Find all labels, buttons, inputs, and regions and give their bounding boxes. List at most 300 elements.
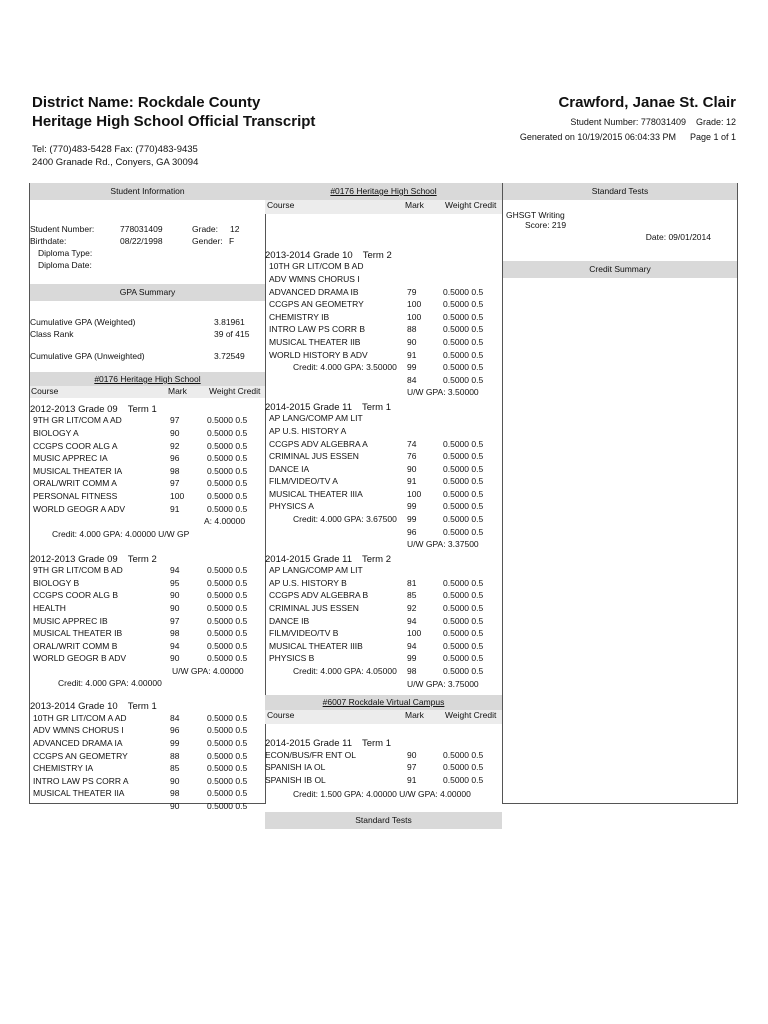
course-row [30, 428, 265, 441]
course-name: AP LANG/COMP AM LIT [269, 565, 363, 576]
course-weight-credit: 0.5000 0.5 [207, 503, 248, 514]
course-row [265, 603, 502, 616]
mid-course-header-row [265, 200, 502, 214]
course-mark: 97 [170, 415, 180, 426]
course-name: PERSONAL FITNESS [33, 490, 118, 501]
class-rank-row [30, 329, 265, 341]
course-name: MUSICAL THEATER IIIB [269, 640, 363, 651]
course-weight-credit: 0.5000 0.5 [207, 628, 248, 639]
course-row [30, 801, 265, 814]
course-name: AP U.S. HISTORY B [269, 577, 347, 588]
course-row [265, 628, 502, 641]
course-name: INTRO LAW PS CORR B [269, 324, 366, 335]
course-row [30, 565, 265, 578]
term-heading [30, 701, 265, 712]
course-weight-credit: 0.5000 0.5 [443, 501, 484, 512]
course-weight-credit: 0.5000 0.5 [443, 628, 484, 639]
course-mark: 84 [407, 374, 417, 385]
course-name: INTRO LAW PS CORR A [33, 775, 129, 786]
course-mark: 81 [407, 577, 417, 588]
school-address: 2400 Granade Rd., Conyers, GA 30094 [32, 157, 199, 168]
course-row [265, 324, 502, 337]
course-row [265, 565, 502, 578]
course-name: CHEMISTRY IA [33, 763, 94, 774]
course-row [265, 375, 502, 388]
course-row [265, 590, 502, 603]
virtual-standard-tests-header: Standard Tests [265, 812, 502, 829]
course-mark: 90 [170, 427, 180, 438]
term-uw-row [265, 539, 502, 552]
term-heading [30, 554, 265, 565]
course-name: PHYSICS B [269, 653, 315, 664]
student-number-label: Student Number: [30, 224, 95, 234]
term-year: 2012-2013 Grade 09 [30, 553, 118, 565]
course-mark: 76 [407, 451, 417, 462]
term-credit-summary: Credit: 4.000 GPA: 4.00000 U/W GP [52, 528, 190, 539]
course-row [30, 725, 265, 738]
class-rank-label: Class Rank [30, 329, 74, 339]
course-weight-credit: 0.5000 0.5 [207, 738, 248, 749]
term-heading [265, 554, 502, 565]
course-mark: 85 [170, 763, 180, 774]
course-mark: 96 [170, 453, 180, 464]
course-row [30, 590, 265, 603]
course-row [265, 476, 502, 489]
course-mark: 91 [407, 774, 417, 785]
course-weight-credit: 0.5000 0.5 [443, 299, 484, 310]
course-name: MUSICAL THEATER IIIA [269, 488, 363, 499]
term-extra-row [30, 666, 265, 679]
course-row [30, 453, 265, 466]
course-mark: 84 [170, 712, 180, 723]
course-row [265, 653, 502, 666]
term-year: 2014-2015 Grade 11 [265, 553, 352, 565]
course-weight-credit: 0.5000 0.5 [443, 336, 484, 347]
term-uw-gpa: U/W GPA: 3.37500 [407, 539, 479, 550]
right-column [502, 183, 738, 804]
test-score: Score: 219 [525, 220, 567, 231]
course-name: 10TH GR LIT/COM B AD [269, 261, 364, 272]
school-contact: Tel: (770)483-5428 Fax: (770)483-9435 [32, 144, 198, 155]
birthdate-label: Birthdate: [30, 236, 67, 246]
term-year: 2013-2014 Grade 10 [30, 701, 118, 713]
virtual-credit-summary: Credit: 1.500 GPA: 4.00000 U/W GPA: 4.00000 [293, 789, 471, 800]
weighted-gpa-value: 3.81961 [214, 317, 245, 327]
course-weight-credit: 0.5000 0.5 [207, 801, 248, 812]
course-row [30, 616, 265, 629]
course-weight-credit: 0.5000 0.5 [443, 603, 484, 614]
course-weight-credit: 0.5000 0.5 [443, 488, 484, 499]
unweighted-gpa-row [30, 351, 265, 363]
course-mark: 92 [170, 440, 180, 451]
course-weight-credit: 0.5000 0.5 [207, 590, 248, 601]
course-mark: 98 [170, 465, 180, 476]
course-mark: 90 [407, 463, 417, 474]
course-col-header: Course [267, 200, 295, 210]
birthdate-row [30, 236, 265, 248]
term-heading [265, 250, 502, 261]
course-mark: 100 [407, 488, 422, 499]
course-weight-credit: 0.5000 0.5 [443, 463, 484, 474]
course-name: BIOLOGY A [33, 427, 79, 438]
course-mark: 99 [407, 653, 417, 664]
course-name: PHYSICS A [269, 501, 314, 512]
course-weight-credit: 0.5000 0.5 [207, 427, 248, 438]
mark-col-header: Mark [405, 200, 424, 210]
course-weight-credit: 0.5000 0.5 [207, 415, 248, 426]
mark-col-header: Mark [168, 386, 187, 396]
term-year: 2013-2014 Grade 10 [265, 250, 353, 261]
course-mark: 79 [407, 286, 417, 297]
term-heading [30, 404, 265, 415]
term-label: Term 1 [361, 401, 392, 413]
course-row [30, 578, 265, 591]
course-name: ADVANCED DRAMA IB [269, 286, 359, 297]
course-weight-credit: 0.5000 0.5 [207, 763, 248, 774]
term-uw-gpa: U/W GPA: 3.75000 [407, 678, 479, 689]
course-weight-credit: 0.5000 0.5 [443, 286, 484, 297]
term-heading [265, 402, 502, 413]
course-weight-credit: 0.5000 0.5 [207, 478, 248, 489]
course-row [30, 491, 265, 504]
left-school-header [30, 372, 265, 386]
course-name: ADV WMNS CHORUS I [269, 273, 360, 284]
term-label: Term 1 [361, 738, 392, 750]
course-mark: 98 [170, 788, 180, 799]
course-mark: 90 [170, 653, 180, 664]
course-row [30, 628, 265, 641]
course-mark: 94 [407, 615, 417, 626]
course-weight-credit: 0.5000 0.5 [443, 349, 484, 360]
mid-school-title: #0176 Heritage High School [330, 186, 437, 196]
term-credit-summary: Credit: 4.000 GPA: 4.05000 [293, 665, 397, 676]
course-weight-credit: 0.5000 0.5 [443, 514, 484, 525]
course-weight-credit: 0.5000 0.5 [207, 775, 248, 786]
course-row [265, 762, 502, 775]
mid-school-header [265, 183, 502, 200]
course-name: CCGPS COOR ALG B [33, 590, 119, 601]
header-student-info [560, 117, 736, 127]
course-mark: 85 [407, 590, 417, 601]
course-mark: 74 [407, 438, 417, 449]
course-name: MUSIC APPREC IA [33, 453, 108, 464]
course-weight-credit: 0.5000 0.5 [207, 750, 248, 761]
left-school-title: #0176 Heritage High School [94, 374, 201, 384]
weighted-gpa-row [30, 317, 265, 329]
left-column [29, 183, 266, 812]
course-weight-credit: 0.5000 0.5 [443, 665, 484, 676]
course-name: 10TH GR LIT/COM A AD [33, 712, 127, 723]
weight-credit-col-header: Weight Credit [445, 200, 497, 210]
course-mark: 91 [407, 476, 417, 487]
term-gpa-extra: U/W GPA: 4.00000 [172, 665, 244, 676]
course-row [265, 312, 502, 325]
course-row [265, 299, 502, 312]
course-weight-credit: 0.5000 0.5 [207, 465, 248, 476]
course-row [30, 653, 265, 666]
gpa-summary-header: GPA Summary [30, 284, 265, 301]
gender-label: Gender: [192, 236, 223, 246]
term-year: 2012-2013 Grade 09 [30, 404, 118, 415]
diploma-type-row [30, 248, 265, 260]
course-name: MUSIC APPREC IB [33, 615, 108, 626]
course-weight-credit: 0.5000 0.5 [443, 311, 484, 322]
course-mark: 99 [407, 362, 417, 373]
middle-column [265, 183, 502, 826]
header-grade: Grade: 12 [695, 117, 736, 127]
course-name: FILM/VIDEO/TV A [269, 476, 338, 487]
course-weight-credit: 0.5000 0.5 [207, 453, 248, 464]
course-name: MUSICAL THEATER IIA [33, 788, 125, 799]
course-weight-credit: 0.5000 0.5 [207, 640, 248, 651]
course-row [30, 763, 265, 776]
course-mark: 100 [407, 299, 422, 310]
class-rank-value: 39 of 415 [214, 329, 250, 339]
course-mark: 96 [170, 725, 180, 736]
course-row [30, 603, 265, 616]
term-uw-row [265, 387, 502, 400]
course-mark: 88 [407, 324, 417, 335]
course-mark: 94 [170, 640, 180, 651]
course-weight-credit: 0.5000 0.5 [443, 749, 484, 760]
course-name: CCGPS ADV ALGEBRA A [269, 438, 368, 449]
course-row [265, 464, 502, 477]
term-uw-gpa: U/W GPA: 3.50000 [407, 387, 479, 398]
course-row [265, 750, 502, 763]
course-weight-credit: 0.5000 0.5 [443, 774, 484, 785]
course-name: DANCE IB [269, 615, 310, 626]
course-mark: 94 [407, 640, 417, 651]
course-weight-credit: 0.5000 0.5 [443, 451, 484, 462]
course-mark: 99 [170, 738, 180, 749]
course-row [30, 466, 265, 479]
course-mark: 94 [170, 565, 180, 576]
course-mark: 91 [170, 503, 180, 514]
course-weight-credit: 0.5000 0.5 [207, 577, 248, 588]
student-number-value: 778031409 [120, 224, 163, 234]
course-mark: 90 [170, 801, 180, 812]
diploma-type-label: Diploma Type: [38, 248, 93, 258]
left-course-header-row [30, 386, 265, 398]
diploma-date-label: Diploma Date: [38, 260, 92, 270]
course-mark: 92 [407, 603, 417, 614]
course-mark: 95 [170, 577, 180, 588]
course-name: BIOLOGY B [33, 577, 80, 588]
weight-credit-col-header: Weight Credit [209, 386, 261, 396]
header-student-number: Student Number: 778031409 [570, 117, 686, 127]
course-name: DANCE IA [269, 463, 310, 474]
course-name: CCGPS ADV ALGEBRA B [269, 590, 369, 601]
term-uw-row [265, 679, 502, 692]
diploma-date-row [30, 260, 265, 272]
course-weight-credit: 0.5000 0.5 [207, 653, 248, 664]
course-weight-credit: 0.5000 0.5 [443, 640, 484, 651]
course-row [265, 350, 502, 363]
term-label: Term 1 [127, 404, 157, 415]
course-name: ORAL/WRIT COMM B [33, 640, 118, 651]
course-name: AP LANG/COMP AM LIT [269, 413, 363, 424]
course-row [265, 426, 502, 439]
term-label: Term 2 [127, 553, 157, 565]
course-row [30, 713, 265, 726]
course-row [30, 776, 265, 789]
mark-col-header: Mark [405, 710, 424, 721]
term-year: 2014-2015 Grade 11 [265, 738, 352, 750]
course-mark: 90 [170, 775, 180, 786]
course-mark: 97 [170, 615, 180, 626]
course-row [30, 504, 265, 517]
virtual-school-title: #6007 Rockdale Virtual Campus [322, 697, 445, 708]
course-row [265, 616, 502, 629]
course-row [265, 641, 502, 654]
course-mark: 91 [407, 349, 417, 360]
term-credit-summary: Credit: 4.000 GPA: 4.00000 [58, 678, 162, 689]
virtual-school-header [265, 695, 502, 710]
course-name: WORLD GEOGR B ADV [33, 653, 127, 664]
course-weight-credit: 0.5000 0.5 [207, 788, 248, 799]
course-mark: 90 [170, 590, 180, 601]
course-name: WORLD HISTORY B ADV [269, 349, 368, 360]
grade-value: 12 [230, 224, 240, 234]
term-extra-row [30, 516, 265, 529]
unweighted-gpa-value: 3.72549 [214, 351, 245, 361]
course-name: CCGPS AN GEOMETRY [33, 750, 128, 761]
term-label: Term 1 [127, 701, 157, 713]
student-info-header: Student Information [30, 183, 265, 200]
student-name: Crawford, Janae St. Clair [558, 94, 736, 111]
course-name: MUSICAL THEATER IA [33, 465, 123, 476]
course-col-header: Course [31, 386, 59, 396]
course-name: 9TH GR LIT/COM B AD [33, 565, 123, 576]
course-row [30, 788, 265, 801]
test-name: GHSGT Writing [506, 210, 565, 220]
standard-tests-header: Standard Tests [503, 183, 737, 200]
course-mark: 100 [407, 311, 422, 322]
course-weight-credit: 0.5000 0.5 [207, 615, 248, 626]
course-name: HEALTH [33, 602, 66, 613]
course-name: ECON/BUS/FR ENT OL [265, 749, 356, 760]
course-row [265, 527, 502, 540]
gender-value: F [229, 236, 235, 246]
term-label: Term 2 [361, 553, 392, 565]
term-gpa-extra: A: 4.00000 [204, 516, 246, 527]
course-row [265, 337, 502, 350]
unweighted-gpa-label: Cumulative GPA (Unweighted) [30, 351, 145, 361]
course-row [265, 287, 502, 300]
course-mark: 88 [170, 750, 180, 761]
course-name: CRIMINAL JUS ESSEN [269, 451, 359, 462]
course-weight-credit: 0.5000 0.5 [443, 615, 484, 626]
course-col-header: Course [267, 710, 295, 721]
course-weight-credit: 0.5000 0.5 [443, 653, 484, 664]
district-name: District Name: Rockdale County [32, 94, 261, 111]
transcript-title: Heritage High School Official Transcript [32, 113, 316, 130]
course-row [265, 413, 502, 426]
course-name: ADV WMNS CHORUS I [33, 725, 124, 736]
course-weight-credit: 0.5000 0.5 [443, 590, 484, 601]
course-row [30, 751, 265, 764]
course-weight-credit: 0.5000 0.5 [207, 565, 248, 576]
credit-summary-header: Credit Summary [503, 261, 737, 278]
course-name: WORLD GEOGR A ADV [33, 503, 126, 514]
course-name: ADVANCED DRAMA IA [33, 738, 123, 749]
course-row [265, 666, 502, 679]
course-weight-credit: 0.5000 0.5 [207, 602, 248, 613]
course-mark: 97 [170, 478, 180, 489]
course-mark: 99 [407, 501, 417, 512]
course-mark: 100 [407, 628, 422, 639]
course-name: CRIMINAL JUS ESSEN [269, 603, 359, 614]
course-mark: 90 [407, 336, 417, 347]
course-mark: 96 [407, 526, 417, 537]
course-mark: 90 [407, 749, 417, 760]
course-weight-credit: 0.5000 0.5 [443, 577, 484, 588]
grade-label: Grade: [192, 224, 218, 234]
course-weight-credit: 0.5000 0.5 [443, 324, 484, 335]
course-name: MUSICAL THEATER IIB [269, 336, 361, 347]
course-row [265, 578, 502, 591]
course-name: SPANISH IB OL [265, 774, 326, 785]
course-name: CCGPS COOR ALG A [33, 440, 118, 451]
course-row [265, 261, 502, 274]
weighted-gpa-label: Cumulative GPA (Weighted) [30, 317, 136, 327]
generated-date: Generated on 10/19/2015 06:04:33 PM [519, 132, 676, 142]
course-name: CHEMISTRY IB [269, 311, 330, 322]
course-name: ORAL/WRIT COMM A [33, 478, 117, 489]
course-row [265, 489, 502, 502]
course-row [265, 501, 502, 514]
term-credit-summary: Credit: 4.000 GPA: 3.50000 [293, 362, 397, 373]
course-name: SPANISH IA OL [265, 762, 326, 773]
course-row [265, 451, 502, 464]
course-name: 9TH GR LIT/COM A AD [33, 415, 122, 426]
term-label: Term 2 [362, 250, 392, 261]
birthdate-value: 08/22/1998 [120, 236, 163, 246]
course-mark: 98 [407, 665, 417, 676]
generated-info [506, 132, 736, 142]
course-mark: 90 [170, 602, 180, 613]
term-year: 2014-2015 Grade 11 [265, 401, 352, 413]
test-date: Date: 09/01/2014 [645, 232, 711, 243]
course-weight-credit: 0.5000 0.5 [207, 490, 248, 501]
course-weight-credit: 0.5000 0.5 [443, 526, 484, 537]
course-name: CCGPS AN GEOMETRY [269, 299, 364, 310]
virtual-course-header-row [265, 710, 502, 724]
course-weight-credit: 0.5000 0.5 [443, 476, 484, 487]
course-weight-credit: 0.5000 0.5 [207, 440, 248, 451]
course-name: MUSICAL THEATER IB [33, 628, 123, 639]
weight-credit-col-header: Weight Credit [445, 710, 497, 721]
course-weight-credit: 0.5000 0.5 [207, 712, 248, 723]
course-mark: 99 [407, 514, 417, 525]
course-mark: 97 [407, 762, 417, 773]
course-mark: 98 [170, 628, 180, 639]
course-name: FILM/VIDEO/TV B [269, 628, 339, 639]
page-number: Page 1 of 1 [689, 132, 736, 142]
course-row [30, 641, 265, 654]
course-row [30, 441, 265, 454]
course-row [265, 439, 502, 452]
course-row [30, 738, 265, 751]
course-row [30, 415, 265, 428]
course-row [265, 362, 502, 375]
course-weight-credit: 0.5000 0.5 [207, 725, 248, 736]
term-credit-summary: Credit: 4.000 GPA: 3.67500 [293, 514, 397, 525]
course-mark: 100 [170, 490, 185, 501]
course-weight-credit: 0.5000 0.5 [443, 362, 484, 373]
course-weight-credit: 0.5000 0.5 [443, 374, 484, 385]
course-weight-credit: 0.5000 0.5 [443, 762, 484, 773]
